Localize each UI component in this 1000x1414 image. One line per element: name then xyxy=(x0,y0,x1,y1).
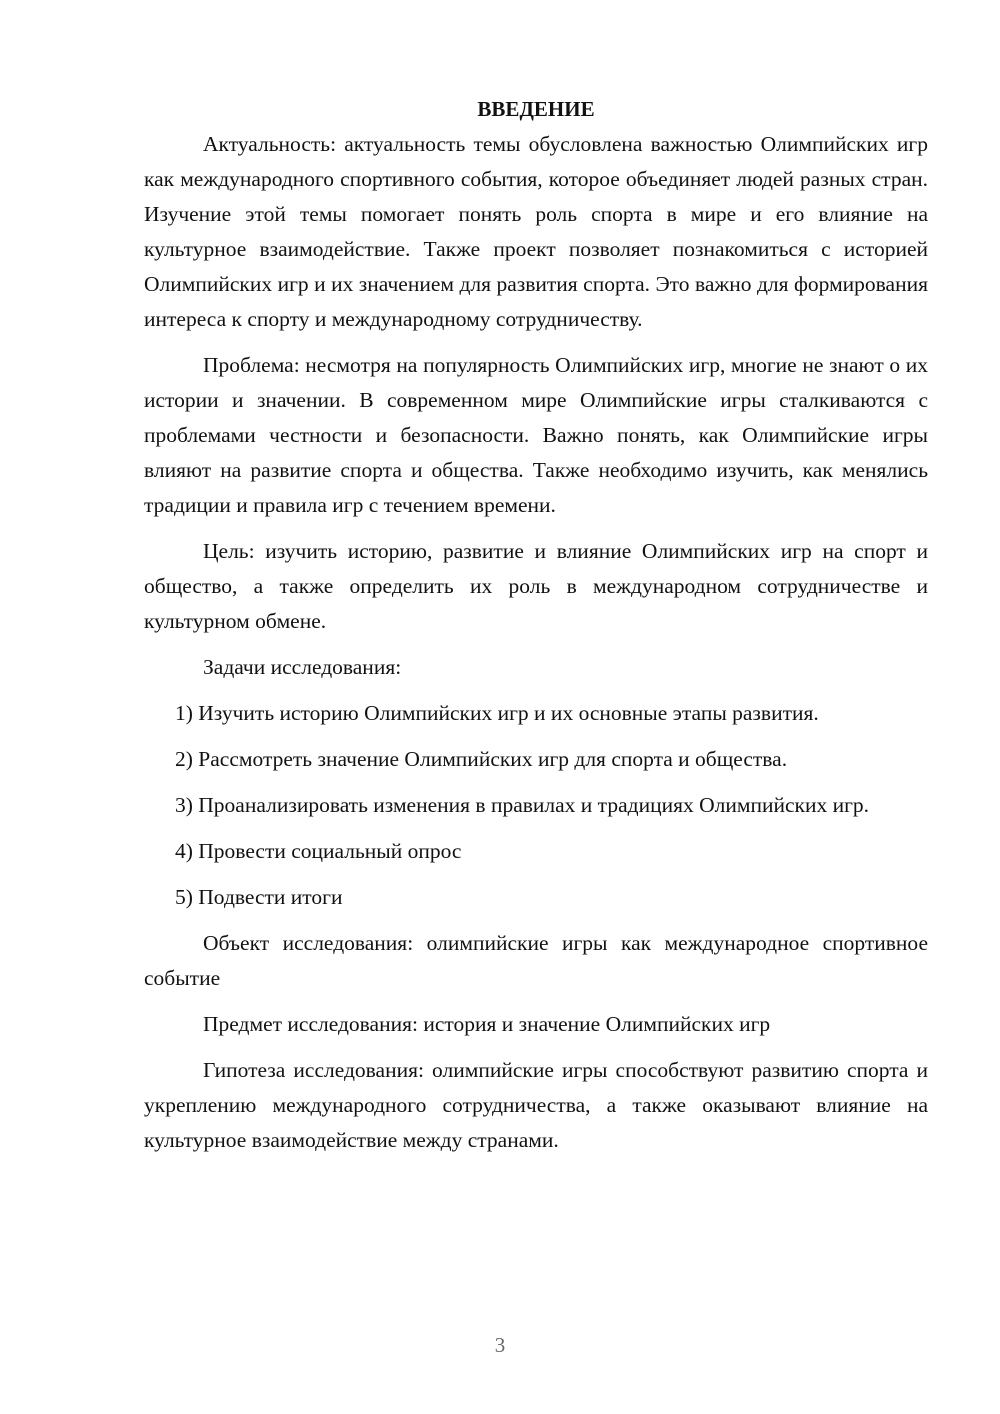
task-item-2: 2) Рассмотреть значение Олимпийских игр для спорта и общества. xyxy=(175,747,788,771)
document-page xyxy=(144,92,928,1169)
hypothesis-paragraph: Гипотеза исследования: олимпийские игры способствуют развитию спорта и укреплению международного сотрудничества, а также оказывают влияние на культурное взаимодействие между странами. xyxy=(144,1058,928,1152)
tasks-heading: Задачи исследования: xyxy=(203,655,402,679)
task-item-3: 3) Проанализировать изменения в правилах и традициях Олимпийских игр. xyxy=(175,793,870,817)
task-item-5: 5) Подвести итоги xyxy=(175,885,343,909)
goal-paragraph: Цель: изучить историю, развитие и влияние Олимпийских игр на спорт и общество, а также определить их роль в международном сотрудничестве и культурном обмене. xyxy=(144,539,928,633)
section-title: ВВЕДЕНИЕ xyxy=(477,97,595,121)
page-number: 3 xyxy=(494,1333,506,1357)
task-item-4: 4) Провести социальный опрос xyxy=(175,839,462,863)
task-item-1: 1) Изучить историю Олимпийских игр и их основные этапы развития. xyxy=(175,701,819,725)
problem-paragraph: Проблема: несмотря на популярность Олимпийских игр, многие не знают о их истории и значении. В современном мире Олимпийские игры сталкиваются с проблемами честности и безопасности. Важно понять, как Олимпийские игры влияют на развитие спорта и общества. Также необходимо изучить, как менялись традиции и правила игр с течением времени. xyxy=(144,353,928,517)
subject-paragraph: Предмет исследования: история и значение Олимпийских игр xyxy=(203,1012,771,1036)
object-paragraph: Объект исследования: олимпийские игры как международное спортивное событие xyxy=(144,931,928,990)
relevance-paragraph: Актуальность: актуальность темы обусловлена важностью Олимпийских игр как международного спортивного события, которое объединяет людей разных стран. Изучение этой темы помогает понять роль спорта в мире и его влияние на культурное взаимодействие. Также проект позволяет познакомиться с историей Олимпийских игр и их значением для развития спорта. Это важно для формирования интереса к спорту и международному сотрудничеству. xyxy=(144,132,928,331)
